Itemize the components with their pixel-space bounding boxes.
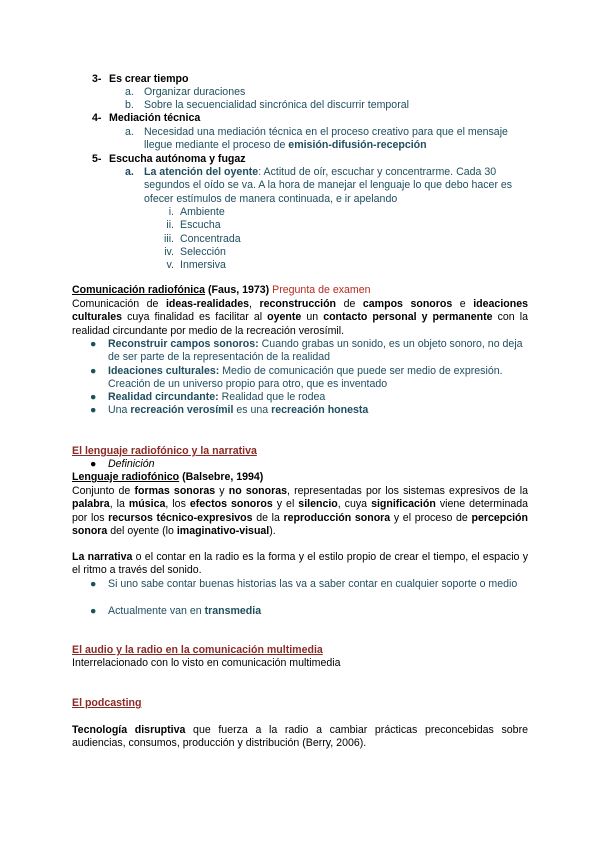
comunicacion-heading: Comunicación radiofónica (Faus, 1973) Pregunta de examen [72,284,371,296]
list-item: ● Reconstruir campos sonoros: Cuando grabas un sonido, es un objeto sonoro, no deja de ser parte de la representación de la realidad [90,338,523,364]
roman-item: iii. Concentrada [163,232,241,245]
comunicacion-bullet-list [88,338,530,418]
comunicacion-paragraph: Comunicación de ideas-realidades, reconstrucción de campos sonoros e ideaciones culturales cuya finalidad es facilitar al oyente un contacto personal y permanente con la realidad circundante por medio de la recreación verosímil. [72,298,528,337]
roman-item: i. Ambiente [168,206,225,218]
lenguaje-paragraph: Conjunto de formas sonoras y no sonoras, representadas por los sistemas expresivos de la palabra, la música, los efectos sonoros y el silencio, cuya significación viene determinada por los recursos técnico-expresivos de la reproducción sonora y el proceso de percepción sonora del oyente (lo imaginativo-visual). [72,485,529,537]
sub-item-4a: a. Necesidad una mediación técnica en el proceso creativo para que el mensaje llegue mediante el proceso de emisión-difusión-recepción [125,126,508,152]
document-page: 3- Es crear tiempo a. Organizar duraciones b. Sobre la secuencialidad sincrónica del discurrir temporal 4- Mediación técnica a. Necesidad una mediación técnica en el proceso creativo para que el mensaje llegue mediante el proceso de emisión-difusión-recepción 5- Escucha autónoma y fugaz a. La atención del oyente: Actitud de oír, escuchar y concentrarme. Cada 30 segundos el oído se va. A la hora de manejar el lenguaje lo que debo hacer es ofecer estímulos de manera continuada, e ir apelando i. Ambiente ii. Escucha iii. Concentrada iv. Selección v. Inmersiva Comunicación radiofónica (Faus, 1973) Pregunta de examen Comunicación de ideas-realidades, reconstrucción de campos sonoros e ideaciones culturales cuya finalidad es facilitar al oyente un contacto personal y permanente con la realidad circundante por medio de la recreación verosímil. ● Reconstruir campos sonoros: Cuando grabas un sonido, es un objeto sonoro, no deja de ser parte de la representación de la realidad ● Ideaciones culturales: Medio de comunicación que puede ser medio de expresión. Creación de un universo propio para otro, que es inventado ● Realidad circundante: Realidad que le rodea ● Una recreación verosímil es una recreación honesta El lenguaje radiofónico y la narrativa ● Definición Lenguaje radiofónico (Balsebre, 1994) Conjunto de formas sonoras y no sonoras, representadas por los sistemas expresivos de la palabra, la música, los efectos sonoros y el silencio, cuya significación viene determinada por los recursos técnico-expresivos de la reproducción sonora y el proceso de percepción sonora del oyente (lo imaginativo-visual). La narrativa o el contar en la radio es la forma y el estilo propio de crear el tiempo, el espacio y el ritmo a través del sonido. ● Si uno sabe contar buenas historias las va a saber contar en cualquier soporte o medio ● Actualmente van en transmedia El audio y la radio en la comunicación multimedia Interrelacionado con lo visto en comunicación multimedia El podcasting Tecnología disruptiva que fuerza a la radio a cambiar prácticas preconcebidas sobre audiencias, consumos, producción y distribución (Berry, 2006). [0,0,600,848]
list-item-title: Mediación técnica [109,112,201,124]
list-number: 3- [92,73,102,85]
bullet-icon: ● [90,404,97,417]
lenguaje-sub-heading: Lenguaje radiofónico (Balsebre, 1994) [72,471,264,483]
list-number: 5- [92,153,102,165]
sub-item-5a: a. La atención del oyente: Actitud de oír, escuchar y concentrarme. Cada 30 segundos el oído se va. A la hora de manejar el lenguaje lo que debo hacer es ofecer estímulos de manera continuada, e ir apelando [125,166,513,205]
bullet-icon: ● [90,578,97,590]
podcasting-section-heading: El podcasting [72,697,142,709]
list-item-title: Es crear tiempo [109,73,189,85]
list-item-title: Escucha autónoma y fugaz [109,153,246,165]
lenguaje-section-heading: El lenguaje radiofónico y la narrativa [72,445,257,457]
definicion-list-item: ● Definición [90,458,155,470]
audio-section-heading: El audio y la radio en la comunicación multimedia [72,644,323,656]
narrativa-paragraph: La narrativa o el contar en la radio es la forma y el estilo propio de crear el tiempo, el espacio y el ritmo a través del sonido. [72,551,529,577]
list-item: ● Una recreación verosímil es una recreación honesta [90,404,369,417]
list-item: ● Ideaciones culturales: Medio de comunicación que puede ser medio de expresión. Creación de un universo propio para otro, que es inventado [90,364,503,390]
list-item: ● Realidad circundante: Realidad que le rodea [90,391,326,404]
roman-item: iv. Selección [164,245,226,258]
bullet-icon: ● [90,604,97,617]
roman-list [144,206,344,272]
list-item: ● Actualmente van en transmedia [90,604,262,617]
bullet-icon: ● [90,458,97,470]
roman-item: v. Inmersiva [166,259,226,272]
bullet-icon: ● [90,338,97,350]
audio-text: Interrelacionado con lo visto en comunicación multimedia [72,657,341,669]
podcasting-paragraph: Tecnología disruptiva que fuerza a la radio a cambiar prácticas preconcebidas sobre audiencias, consumos, producción y distribución (Berry, 2006). [72,724,528,750]
list-item: ● Si uno sabe contar buenas historias las va a saber contar en cualquier soporte o medio [90,578,518,590]
narrativa-bullet-list [88,578,530,618]
exam-note: Pregunta de examen [272,284,371,296]
bullet-icon: ● [90,364,97,377]
roman-item: ii. Escucha [166,219,221,232]
bullet-icon: ● [90,391,97,404]
list-number: 4- [92,112,102,124]
